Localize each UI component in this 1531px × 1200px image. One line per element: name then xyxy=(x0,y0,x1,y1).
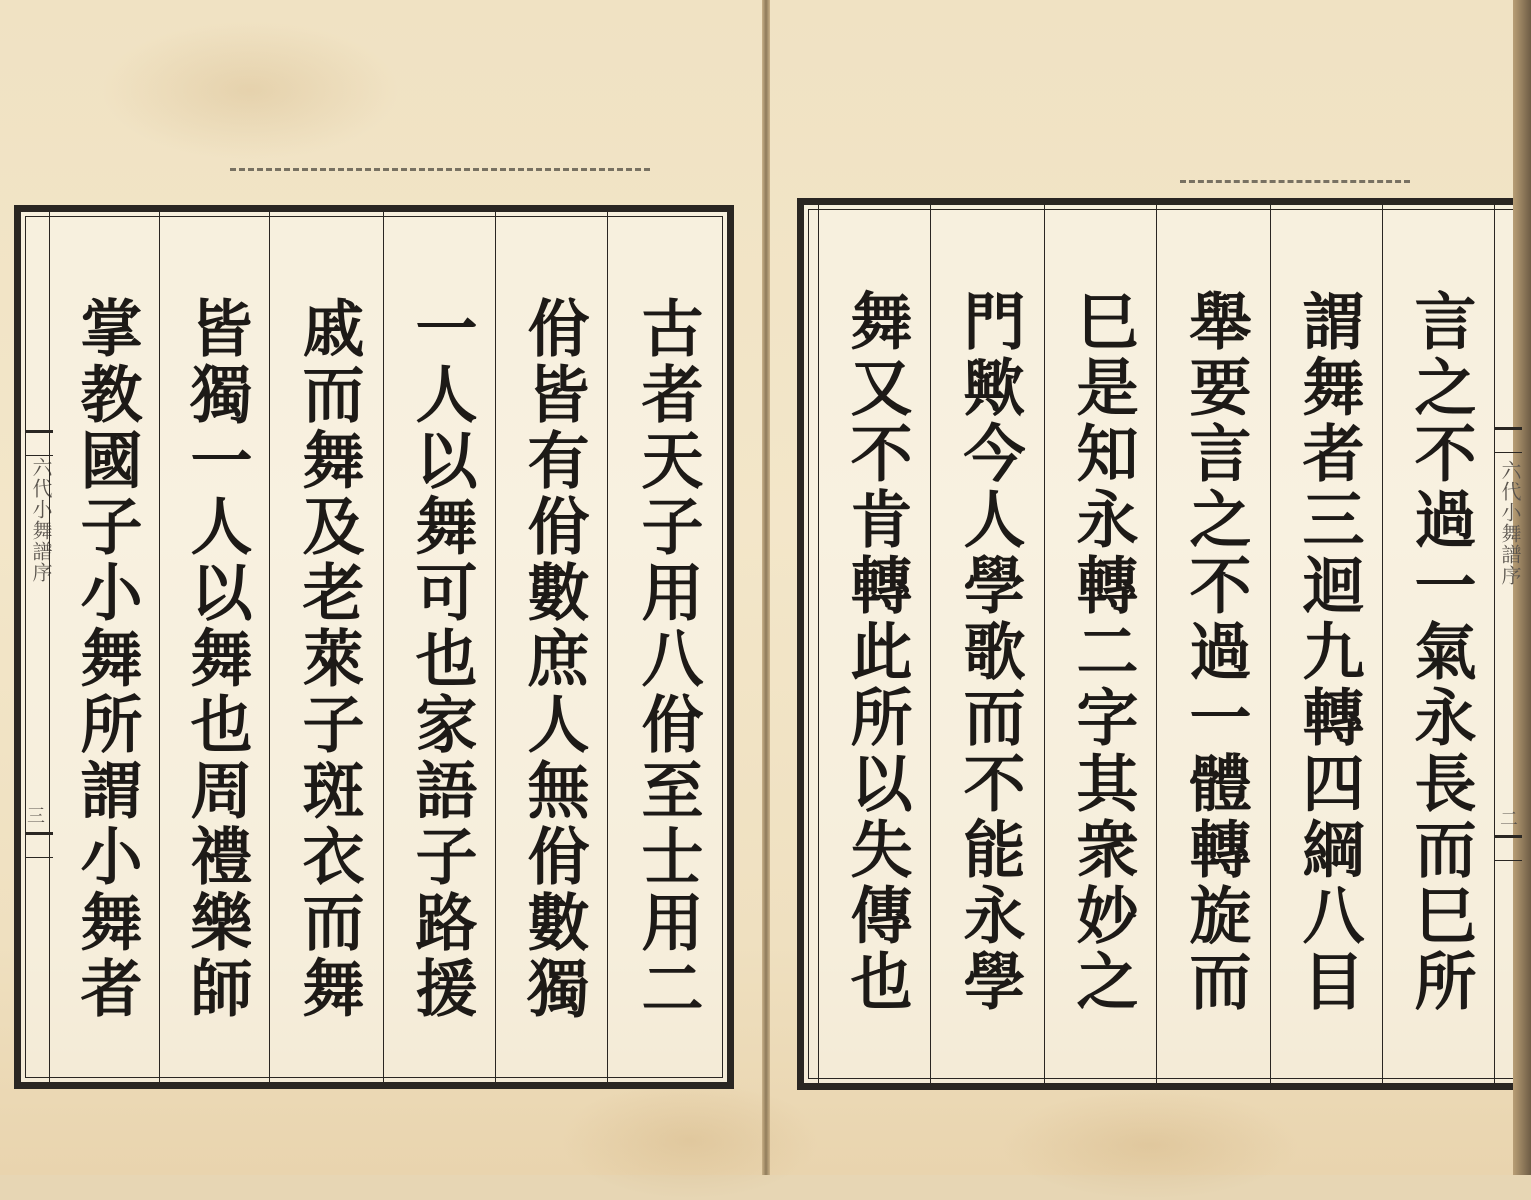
bleed-through-marks xyxy=(230,168,650,181)
text-column xyxy=(611,212,723,1082)
text-column xyxy=(273,212,383,1082)
column-rule xyxy=(818,205,819,1083)
column-text: 佾皆有佾數庶人無佾數獨 xyxy=(517,296,590,1022)
column-rule xyxy=(159,212,160,1082)
text-column xyxy=(1274,205,1382,1083)
column-rule xyxy=(269,212,270,1082)
fish-tail-mark xyxy=(1494,427,1522,453)
column-rule xyxy=(1270,205,1271,1083)
column-rule xyxy=(1382,205,1383,1083)
text-column xyxy=(1048,205,1156,1083)
text-column xyxy=(499,212,607,1082)
column-text: 巳是知永轉二字其衆妙之 xyxy=(1066,289,1139,1015)
text-column xyxy=(1160,205,1270,1083)
folio-number: 二 xyxy=(1500,809,1518,830)
banxin-strip-right xyxy=(1494,205,1522,1083)
column-rule xyxy=(1044,205,1045,1083)
text-column xyxy=(387,212,495,1082)
column-rule xyxy=(495,212,496,1082)
book-gutter xyxy=(762,0,770,1175)
column-text: 舉要言之不過一體轉旋而 xyxy=(1179,289,1252,1015)
bleed-through-marks xyxy=(1180,180,1410,193)
column-text: 戚而舞及老萊子斑衣而舞 xyxy=(292,296,365,1022)
text-column xyxy=(822,205,930,1083)
column-text: 門歟今人學歌而不能永學 xyxy=(953,289,1026,1015)
text-column xyxy=(1386,205,1494,1083)
right-text-frame xyxy=(797,198,1522,1090)
banxin-title: 六代小舞譜序 xyxy=(1498,460,1522,586)
column-text: 古者天子用八佾至士用二 xyxy=(631,296,704,1022)
left-text-frame xyxy=(14,205,734,1089)
column-text: 謂舞者三迴九轉四綱八目 xyxy=(1292,289,1365,1015)
column-rule xyxy=(607,212,608,1082)
column-text: 掌教國子小舞所謂小舞者 xyxy=(70,296,143,1022)
column-text: 舞又不肯轉此所以失傳也 xyxy=(840,289,913,1015)
text-column xyxy=(934,205,1044,1083)
folio-number: 三 xyxy=(27,806,45,827)
banxin-title: 六代小舞譜序 xyxy=(29,457,53,583)
column-text: 言之不過一氣永長而巳所 xyxy=(1404,289,1477,1015)
text-column xyxy=(53,212,159,1082)
fish-tail-mark xyxy=(1494,835,1522,861)
column-text: 一人以舞可也家語子路援 xyxy=(405,296,478,1022)
column-rule xyxy=(383,212,384,1082)
column-rule xyxy=(49,212,50,1082)
column-rule xyxy=(1156,205,1157,1083)
text-column xyxy=(163,212,269,1082)
column-rule xyxy=(930,205,931,1083)
column-text: 皆獨一人以舞也周禮樂師 xyxy=(180,296,253,1022)
